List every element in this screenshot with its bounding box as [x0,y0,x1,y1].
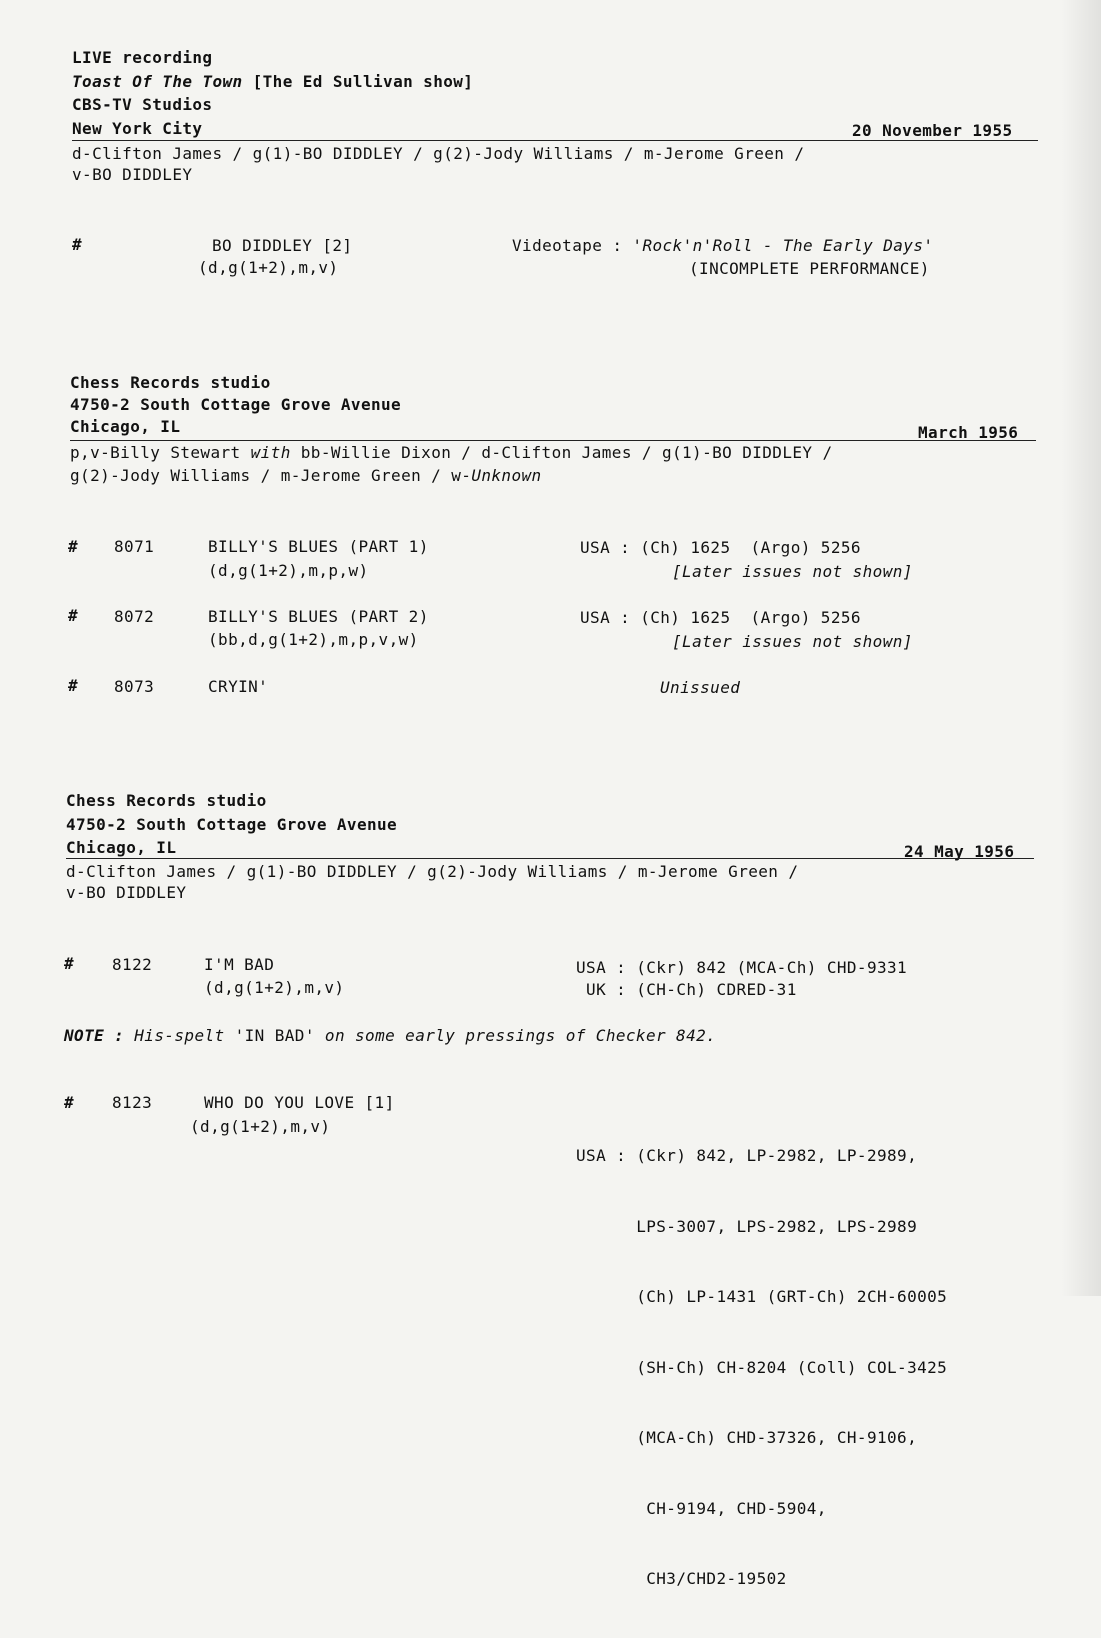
session1-personnel-2: v-BO DIDDLEY [72,165,193,184]
track-instrumentation: (d,g(1+2),m,v) [190,1117,331,1136]
track-title: BILLY'S BLUES (PART 1) [208,537,429,556]
track-title: CRYIN' [208,677,269,696]
track-matrix: 8071 [114,537,155,556]
session2-address: 4750-2 South Cottage Grove Avenue [70,395,402,414]
track-hash: # [68,606,79,625]
session3-personnel-2: v-BO DIDDLEY [66,883,187,902]
session2-rule [70,440,1036,441]
session3-line1: Chess Records studio [66,791,267,810]
session1-line2 [72,72,473,92]
issue-label: Videotape : [512,236,623,255]
personnel-unknown: Unknown [471,466,542,485]
page-edge-shadow [1061,0,1101,1296]
personnel-with: with [250,443,291,462]
track-issue-note: [Later issues not shown] [672,632,913,651]
track-hash: # [68,676,79,695]
issue-line: CH-9194, CHD-5904, [576,1498,827,1518]
track-issue: USA : (Ch) 1625 (Argo) 5256 [580,538,861,557]
track-issue-uk: UK : (CH-Ch) CDRED-31 [576,980,797,999]
session1-studio: CBS-TV Studios [72,95,213,114]
track-matrix: 8123 [112,1093,153,1112]
session3-rule [66,858,1034,859]
personnel-text: p,v-Billy Stewart [70,443,251,462]
session1-date: 20 November 1955 [852,121,1013,140]
issue-title: 'Rock'n'Roll - The Early Days' [632,236,934,255]
track-issue-list [576,1097,947,1638]
issue-line: (Ch) LP-1431 (GRT-Ch) 2CH-60005 [576,1287,948,1306]
session3-personnel-1: d-Clifton James / g(1)-BO DIDDLEY / g(2)-Jody Williams / m-Jerome Green / [66,862,799,881]
pressing-note [64,1026,716,1046]
session2-date: March 1956 [918,423,1019,442]
note-label: NOTE : [64,1026,125,1045]
session2-personnel-2 [70,466,542,486]
issue-line: USA : (Ckr) 842, LP-2982, LP-2989, [576,1146,918,1165]
track-hash: # [68,537,79,556]
note-text: on some early pressings of Checker 842. [324,1026,717,1045]
issue-line: (SH-Ch) CH-8204 (Coll) COL-3425 [576,1357,948,1377]
session2-line1: Chess Records studio [70,373,271,392]
note-title: 'IN BAD' [234,1026,315,1045]
issue-line: (MCA-Ch) CHD-37326, CH-9106, [576,1428,918,1447]
track-instrumentation: (d,g(1+2),m,v) [204,978,345,997]
issue-line: LPS-3007, LPS-2982, LPS-2989 [576,1216,918,1236]
personnel-text: g(2)-Jody Williams / m-Jerome Green / w- [70,466,472,485]
show-title: Toast Of The Town [72,72,243,91]
track-instrumentation: (bb,d,g(1+2),m,p,v,w) [208,630,419,649]
show-subtitle: [The Ed Sullivan show] [252,72,474,91]
track-instrumentation: (d,g(1+2),m,p,w) [208,561,369,580]
session1-city: New York City [72,119,203,138]
track-title: BILLY'S BLUES (PART 2) [208,607,429,626]
personnel-text: bb-Willie Dixon / d-Clifton James / g(1)-BO DIDDLEY / [290,443,833,462]
track-hash: # [72,235,83,254]
track-issue-usa: USA : (Ckr) 842 (MCA-Ch) CHD-9331 [576,958,908,977]
track-issue [512,236,933,256]
session3-address: 4750-2 South Cottage Grove Avenue [66,815,398,834]
track-issue: USA : (Ch) 1625 (Argo) 5256 [580,608,861,627]
session1-line1: LIVE recording [72,48,213,67]
track-title: WHO DO YOU LOVE [1] [204,1093,395,1112]
session2-city: Chicago, IL [70,417,181,436]
track-title: BO DIDDLEY [2] [212,236,353,255]
track-matrix: 8073 [114,677,155,696]
issue-note: (INCOMPLETE PERFORMANCE) [689,259,930,278]
track-hash: # [64,954,75,973]
track-title: I'M BAD [204,955,275,974]
session3-city: Chicago, IL [66,838,177,857]
track-issue-note: [Later issues not shown] [672,562,913,581]
track-hash: # [64,1093,75,1112]
session1-rule [72,140,1038,141]
session3-date: 24 May 1956 [904,842,1015,861]
note-text: His-spelt [134,1026,225,1045]
session1-personnel-1: d-Clifton James / g(1)-BO DIDDLEY / g(2)-Jody Williams / m-Jerome Green / [72,144,805,163]
issue-line: CH3/CHD2-19502 [576,1569,787,1588]
track-matrix: 8122 [112,955,153,974]
track-issue-note: Unissued [660,678,741,697]
track-matrix: 8072 [114,607,155,626]
track-instrumentation: (d,g(1+2),m,v) [198,258,339,277]
session2-personnel-1 [70,443,833,463]
